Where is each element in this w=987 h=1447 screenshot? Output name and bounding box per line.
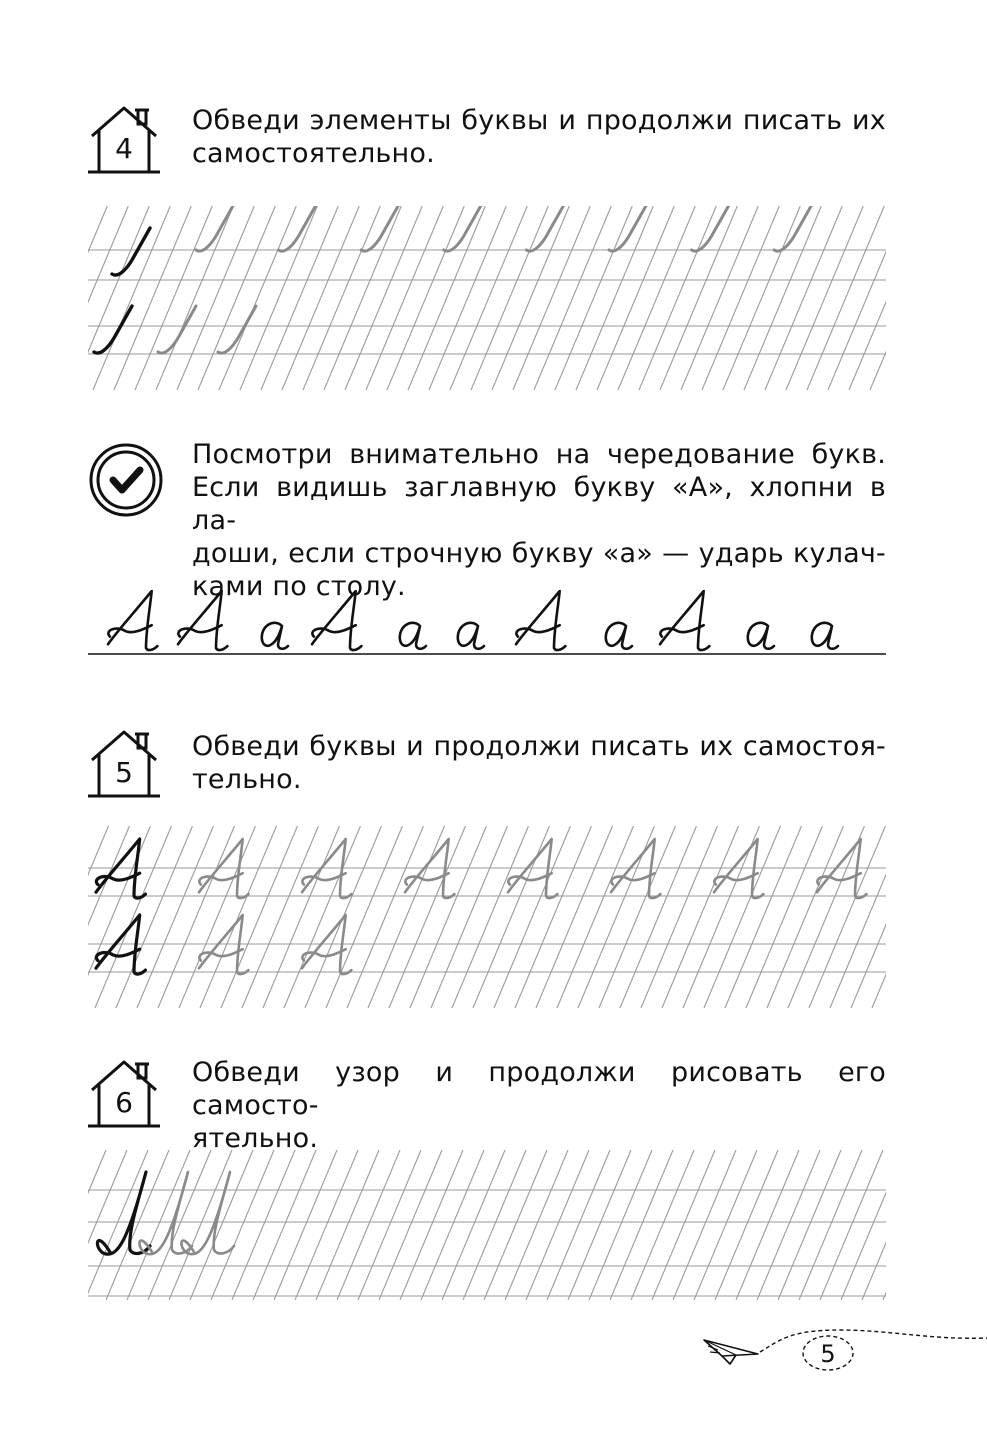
letter-a (400, 623, 426, 649)
letter-a (262, 623, 288, 649)
guide-grid (88, 1150, 886, 1300)
slant-line (368, 826, 444, 1008)
slant-line (295, 1150, 358, 1300)
letter-A (660, 591, 709, 650)
slant-line (484, 1150, 547, 1300)
slant-line (555, 206, 632, 390)
letter-a (812, 623, 838, 649)
checkmark-circle-icon (88, 442, 164, 518)
trace-letters (96, 839, 866, 974)
guide-grid (88, 826, 886, 1008)
slant-line (337, 1150, 400, 1300)
instruction-line: Обведи узор и продолжи рисовать его самосто- (192, 1057, 886, 1121)
slant-line (387, 206, 464, 390)
slant-line (200, 826, 276, 1008)
slant-line (88, 826, 129, 1008)
slant-line (88, 206, 149, 390)
slant-line (156, 206, 233, 390)
letter-a (458, 623, 484, 649)
slant-line (704, 826, 780, 1008)
slant-line (778, 1150, 841, 1300)
slant-line (471, 206, 548, 390)
slant-line (723, 206, 800, 390)
slant-line (429, 206, 506, 390)
slant-line (253, 1150, 316, 1300)
slant-line (242, 826, 318, 1008)
letter-a (606, 623, 632, 649)
slant-line (421, 1150, 484, 1300)
slant-line (169, 1150, 232, 1300)
slant-line (179, 826, 255, 1008)
slant-line (400, 1150, 463, 1300)
slant-line (316, 1150, 379, 1300)
slant-line (88, 206, 128, 390)
task-instruction: Обведи элементы буквы и продолжи писать их самостоятельно. (192, 105, 886, 169)
slant-line (765, 206, 842, 390)
practice-lines (88, 1150, 886, 1300)
slant-line (190, 1150, 253, 1300)
instruction-line: Если видишь заглавную букву «А», хлопни в ла- (192, 472, 886, 536)
slant-line (284, 826, 360, 1008)
task-number: 4 (115, 132, 133, 165)
slant-line (841, 1150, 886, 1300)
slant-line (219, 206, 296, 390)
task-instruction (192, 438, 886, 603)
slant-line (431, 826, 507, 1008)
letter-A (516, 591, 565, 650)
letter-A (108, 591, 157, 650)
slant-line (106, 1150, 169, 1300)
slant-line (849, 206, 886, 390)
trace-stroke (94, 306, 132, 353)
slant-line (347, 826, 423, 1008)
slant-line (494, 826, 570, 1008)
slant-line (673, 1150, 736, 1300)
trace-pattern (97, 1172, 234, 1254)
slant-line (536, 826, 612, 1008)
house-icon (86, 724, 162, 800)
slant-line (450, 206, 527, 390)
slant-line (683, 826, 759, 1008)
slant-line (799, 1150, 862, 1300)
slant-line (137, 826, 213, 1008)
task-number: 6 (115, 1086, 133, 1119)
practice-lines (88, 826, 886, 1008)
house-icon (86, 100, 162, 176)
trace-stroke (158, 306, 196, 353)
slant-line (513, 206, 590, 390)
trace-stroke (609, 206, 647, 251)
slant-line (599, 826, 675, 1008)
slant-line (452, 826, 528, 1008)
slant-line (358, 1150, 421, 1300)
practice-lines (88, 206, 886, 390)
paper-plane-icon (704, 1340, 758, 1364)
slant-line (463, 1150, 526, 1300)
guide-grid (88, 206, 886, 390)
instruction-line: Обведи буквы и продолжи писать их самостоя- (192, 731, 886, 762)
slant-line (442, 1150, 505, 1300)
task-instruction (192, 1056, 886, 1155)
slant-line (95, 826, 171, 1008)
slant-line (303, 206, 380, 390)
slant-line (198, 206, 275, 390)
slant-line (820, 1150, 883, 1300)
slant-line (744, 206, 821, 390)
slant-line (725, 826, 801, 1008)
slant-line (610, 1150, 673, 1300)
slant-line (631, 1150, 694, 1300)
slant-line (828, 206, 886, 390)
slant-line (883, 1150, 886, 1300)
slant-line (620, 826, 696, 1008)
instruction-line: тельно. (192, 764, 302, 795)
slant-line (576, 206, 653, 390)
slant-line (492, 206, 569, 390)
slant-line (597, 206, 674, 390)
slant-line (557, 826, 633, 1008)
house-icon (86, 1054, 162, 1130)
slant-line (326, 826, 402, 1008)
slant-line (534, 206, 611, 390)
slant-line (694, 1150, 757, 1300)
instruction-line: ятельно. (192, 1123, 319, 1154)
slant-line (114, 206, 191, 390)
slant-line (263, 826, 339, 1008)
slant-line (767, 826, 843, 1008)
slant-line (547, 1150, 610, 1300)
slant-line (505, 1150, 568, 1300)
slant-line (681, 206, 758, 390)
slant-line (736, 1150, 799, 1300)
slant-line (807, 206, 884, 390)
slant-line (88, 1150, 106, 1300)
letter-A (312, 591, 361, 650)
slant-line (526, 1150, 589, 1300)
slant-line (127, 1150, 190, 1300)
slant-line (662, 826, 738, 1008)
letter-sequence (88, 590, 886, 660)
slant-line (473, 826, 549, 1008)
slant-line (786, 206, 863, 390)
slant-line (240, 206, 317, 390)
instruction-line: Посмотри внимательно на чередование букв. (192, 439, 886, 470)
slant-line (589, 1150, 652, 1300)
slant-line (639, 206, 716, 390)
slant-line (274, 1150, 337, 1300)
slant-line (148, 1150, 211, 1300)
slant-line (660, 206, 737, 390)
trace-stroke (361, 206, 399, 251)
slant-line (408, 206, 485, 390)
slant-line (568, 1150, 631, 1300)
slant-line (757, 1150, 820, 1300)
trace-stroke (279, 206, 317, 251)
task-instruction (192, 730, 886, 796)
instruction-line: доши, если строчную букву «а» — ударь кулач- (192, 538, 886, 569)
slant-line (282, 206, 359, 390)
slant-line (652, 1150, 715, 1300)
page-footer (700, 1320, 987, 1380)
slant-line (366, 206, 443, 390)
slant-line (715, 1150, 778, 1300)
letter-A (178, 591, 227, 650)
slant-line (211, 1150, 274, 1300)
slant-line (788, 826, 864, 1008)
slant-line (379, 1150, 442, 1300)
slant-line (232, 1150, 295, 1300)
trace-stroke (196, 206, 234, 251)
task-number: 5 (115, 756, 133, 789)
slant-line (158, 826, 234, 1008)
trace-stroke (774, 206, 812, 251)
slant-line (324, 206, 401, 390)
slant-line (389, 826, 465, 1008)
instruction-line: ками по столу. (192, 571, 406, 602)
slant-line (515, 826, 591, 1008)
letter-a (748, 623, 774, 649)
page-number: 5 (820, 1340, 836, 1368)
slant-line (93, 206, 170, 390)
slant-line (746, 826, 822, 1008)
trace-stroke (692, 206, 730, 251)
slant-line (88, 1150, 127, 1300)
